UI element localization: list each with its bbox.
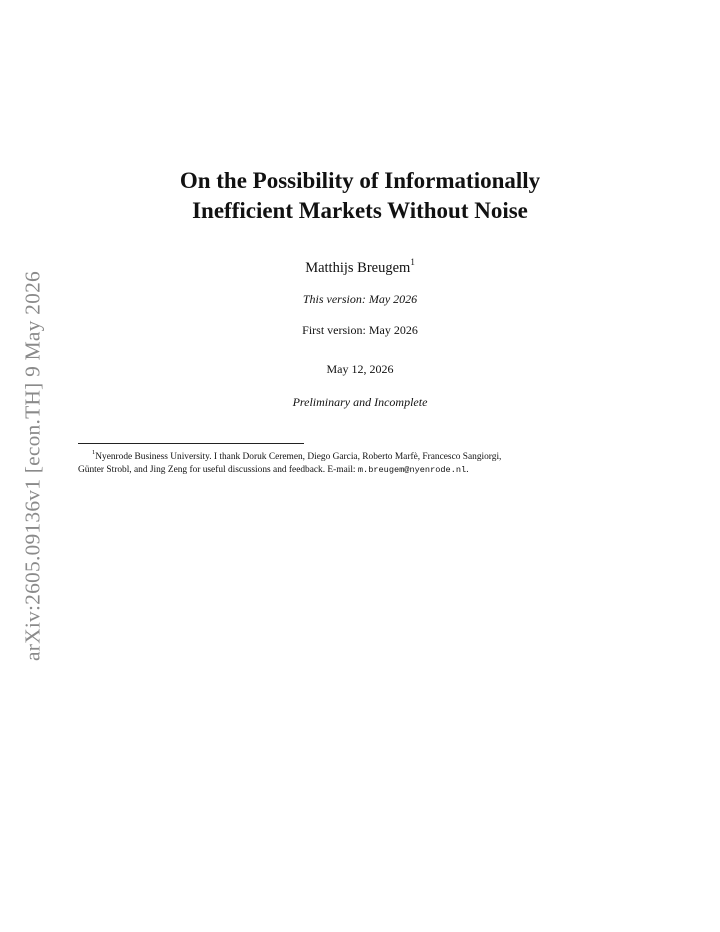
footnote-affiliation-text: Nyenrode Business University. I thank Doruk Ceremen, Diego Garcia, Roberto Marfè, Francesco Sangiorgi, <box>95 452 502 463</box>
footnote-line-1 <box>78 448 648 464</box>
title-line-1: On the Possibility of Informationally <box>179 168 541 193</box>
title-block <box>0 166 720 226</box>
paper-status: Preliminary and Incomplete <box>292 395 428 409</box>
author <box>0 258 720 277</box>
paper-date: May 12, 2026 <box>326 362 394 376</box>
paper-title <box>0 166 720 226</box>
footnote-line-2-end: . <box>466 464 469 475</box>
author-footnote-mark: 1 <box>410 257 415 267</box>
first-version: First version: May 2026 <box>302 323 418 337</box>
arxiv-identifier-stamp: arXiv:2605.09136v1 [econ.TH] 9 May 2026 <box>20 271 45 661</box>
this-version: This version: May 2026 <box>302 292 418 306</box>
email-address[interactable]: m.breugem@nyenrode.nl <box>357 464 467 475</box>
footnote-thanks-text: Günter Strobl, and Jing Zeng for useful discussions and feedback. E-mail: <box>78 464 358 475</box>
author-name: Matthijs Breugem <box>305 259 411 276</box>
footnote-line-2 <box>78 465 469 475</box>
footnote-mark: 1 <box>92 449 96 456</box>
title-line-2: Inefficient Markets Without Noise <box>192 198 528 223</box>
footnote-rule <box>78 443 304 444</box>
footnote <box>78 448 648 476</box>
